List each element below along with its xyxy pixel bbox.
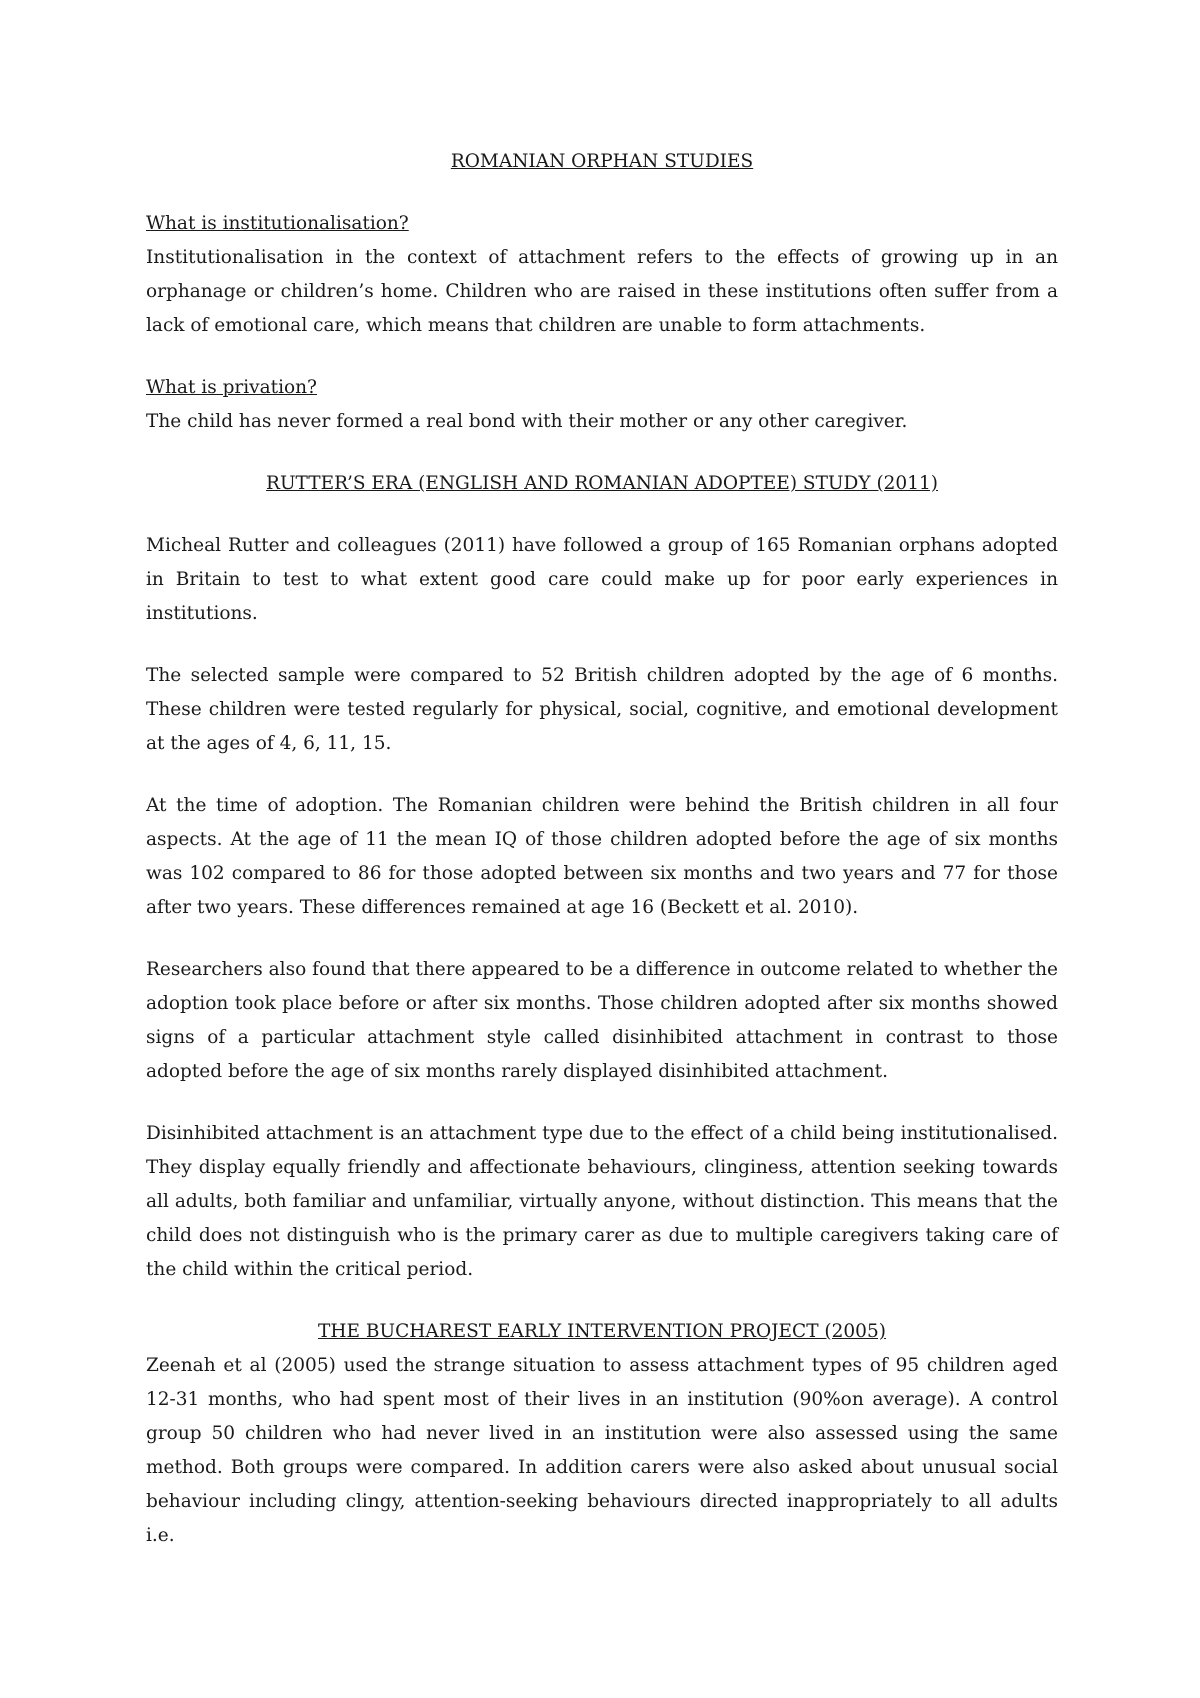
paragraph-rutter-2: The selected sample were compared to 52 British children adopted by the age of 6 months. These children were tested regularly for physical, social, cognitive, and emotional development at the ages of 4, 6, 11, 15. <box>146 665 1058 754</box>
paragraph-rutter-3: At the time of adoption. The Romanian children were behind the British children in all four aspects. At the age of 11 the mean IQ of those children adopted before the age of six months was 102 compared to 86 for those adopted between six months and two years and 77 for those after two years. These differences remained at age 16 (Beckett et al. 2010). <box>146 795 1058 918</box>
section-privation <box>146 371 1058 439</box>
paragraph-rutter-1: Micheal Rutter and colleagues (2011) have followed a group of 165 Romanian orphans adopted in Britain to test to what extent good care could make up for poor early experiences in institutions. <box>146 535 1058 624</box>
page-title: ROMANIAN ORPHAN STUDIES <box>450 151 754 172</box>
section-heading-institutionalisation: What is institutionalisation? <box>146 213 409 234</box>
paragraph-rutter-4: Researchers also found that there appeared to be a difference in outcome related to whether the adoption took place before or after six months. Those children adopted after six months showed signs of a particular attachment style called disinhibited attachment in contrast to those adopted before the age of six months rarely displayed disinhibited attachment. <box>146 959 1058 1082</box>
paragraph-bucharest-1: Zeenah et al (2005) used the strange situation to assess attachment types of 95 children aged 12-31 months, who had spent most of their lives in an institution (90%on average). A control group 50 children who had never lived in an institution were also assessed using the same method. Both groups were compared. In addition carers were also asked about unusual social behaviour including clingy, attention-seeking behaviours directed inappropriately to all adults i.e. <box>146 1355 1058 1546</box>
section-institutionalisation <box>146 207 1058 343</box>
section-heading-rutter: RUTTER’S ERA (ENGLISH AND ROMANIAN ADOPTEE) STUDY (2011) <box>266 473 938 494</box>
section-heading-bucharest: THE BUCHAREST EARLY INTERVENTION PROJECT (2005) <box>318 1321 886 1342</box>
document-content <box>146 145 1058 1553</box>
section-heading-privation: What is privation? <box>146 377 317 398</box>
paragraph-institutionalisation: Institutionalisation in the context of attachment refers to the effects of growing up in an orphanage or children’s home. Children who are raised in these institutions often suffer from a lack of emotional care, which means that children are unable to form attachments. <box>146 247 1058 336</box>
section-bucharest <box>146 1315 1058 1553</box>
paragraph-privation: The child has never formed a real bond with their mother or any other caregiver. <box>146 411 908 432</box>
paragraph-rutter-5: Disinhibited attachment is an attachment type due to the effect of a child being institutionalised. They display equally friendly and affectionate behaviours, clinginess, attention seeking towards all adults, both familiar and unfamiliar, virtually anyone, without distinction. This means that the child does not distinguish who is the primary carer as due to multiple caregivers taking care of the child within the critical period. <box>146 1123 1058 1280</box>
section-rutter <box>146 467 1058 1287</box>
